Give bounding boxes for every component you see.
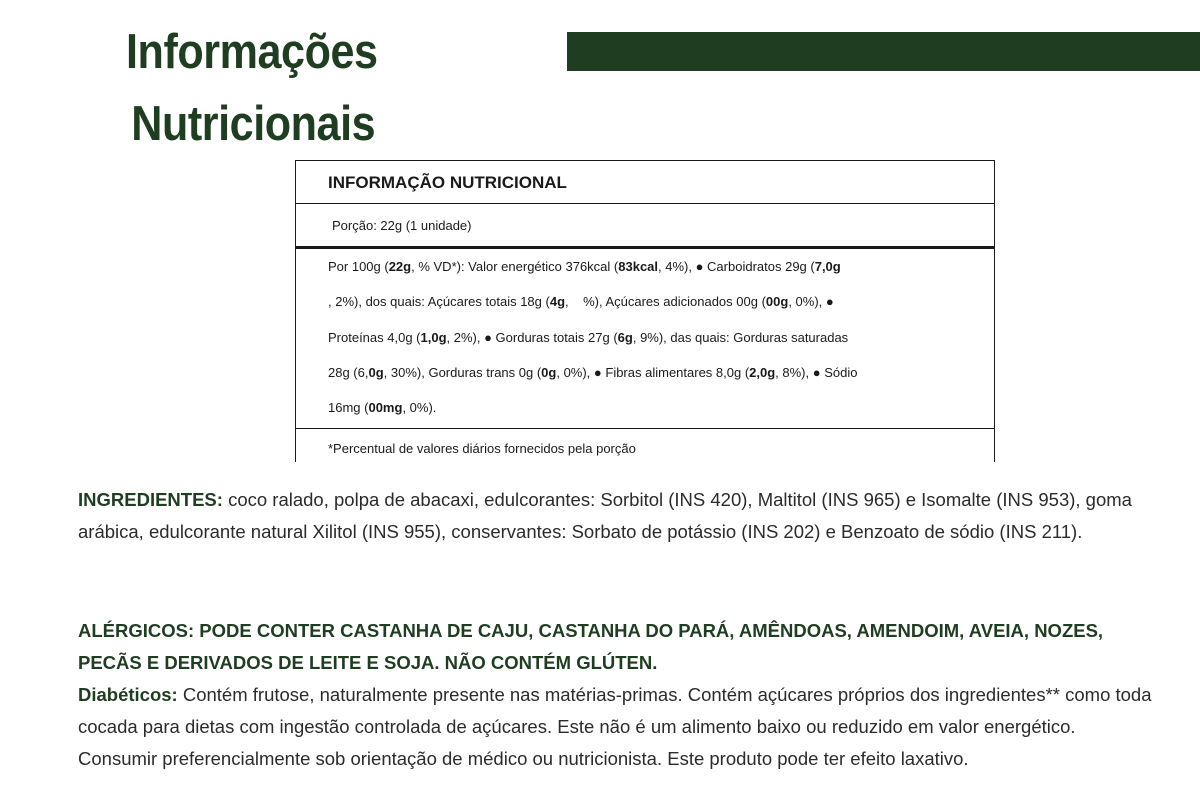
text: , 30%), Gorduras trans 0g ( (383, 364, 542, 380)
text: , 2%), dos quais: Açúcares totais 18g ( (328, 294, 550, 310)
nutrition-row-1 (328, 256, 984, 291)
bold-value: 00g (765, 294, 789, 310)
bold-value: 4g (549, 294, 566, 310)
ingredients-paragraph (78, 484, 1158, 548)
text: 16mg ( (328, 400, 369, 416)
allergens-warning: ALÉRGICOS: PODE CONTER CASTANHA DE CAJU, CASTANHA DO PARÁ, AMÊNDOAS, AMENDOIM, AVEIA, NOZES, PECÃS E DERIVADOS DE LEITE E SOJA. NÃO CONTÉM GLÚTEN. (78, 620, 1104, 673)
text: , 8%), ● Sódio (775, 364, 858, 380)
bold-value: 6g (617, 329, 633, 345)
nutrition-row-3 (328, 327, 984, 362)
ingredients-label: INGREDIENTES: (78, 489, 223, 510)
nutrition-row-4 (328, 362, 984, 397)
diabetics-text: Contém frutose, naturalmente presente nas matérias-primas. Contém açúcares próprios dos ingredientes** como toda cocada para dietas com ingestão controlada de açúcares. Este não é um alimento baixo ou reduzido em valor energético. Consumir preferencialmente sob orientação de médico ou nutricionista. Este produto pode ter efeito laxativo. (78, 684, 1152, 769)
decorative-header-bar (567, 32, 1200, 71)
bold-value: 2,0g (749, 364, 776, 380)
bold-value: 0g (541, 364, 557, 380)
page-title-line2: Nutricionais (131, 97, 376, 151)
ingredients-text: coco ralado, polpa de abacaxi, edulcorantes: Sorbitol (INS 420), Maltitol (INS 965) e Isomalte (INS 953), goma arábica, edulcorante natural Xilitol (INS 955), conservantes: Sorbato de potássio (INS 202) e Benzoato de sódio (INS 211). (78, 489, 1132, 542)
portion-size: Porção: 22g (1 unidade) (296, 204, 994, 249)
text: , %), Açúcares adicionados 00g ( (565, 294, 766, 310)
text: Por 100g ( (328, 259, 389, 274)
nutrition-row-5 (328, 397, 984, 432)
nutrition-row-2 (328, 291, 984, 326)
bold-value: 1,0g (420, 329, 447, 345)
text: Proteínas 4,0g ( (328, 329, 421, 345)
nutrition-table-heading: INFORMAÇÃO NUTRICIONAL (296, 161, 994, 204)
text: , 0%), ● Fibras alimentares 8,0g ( (556, 364, 750, 380)
text: , 4%), ● Carboidratos 29g ( (658, 259, 815, 274)
nutrition-facts-table (295, 160, 995, 462)
diabetics-paragraph (78, 679, 1158, 775)
page-title-line1: Informações (126, 25, 378, 79)
bold-value: 0g (368, 364, 384, 380)
bold-value: 22g (388, 259, 412, 274)
text: 28g (6, (328, 364, 369, 380)
nutrition-values (296, 249, 994, 429)
text: , 2%), ● Gorduras totais 27g ( (446, 329, 618, 345)
text: , 0%), ● (788, 294, 834, 310)
bold-value: 00mg (368, 400, 403, 416)
text: , % VD*): Valor energético 376kcal ( (411, 259, 619, 274)
daily-value-footnote: *Percentual de valores diários fornecidos pela porção (328, 441, 636, 456)
page-title (126, 16, 378, 160)
bold-value: 7,0g (814, 259, 841, 274)
bold-value: 83kcal (618, 259, 659, 274)
text: , 9%), das quais: Gorduras saturadas (632, 329, 849, 345)
text: , 0%). (402, 400, 437, 416)
diabetics-label: Diabéticos: (78, 684, 178, 705)
